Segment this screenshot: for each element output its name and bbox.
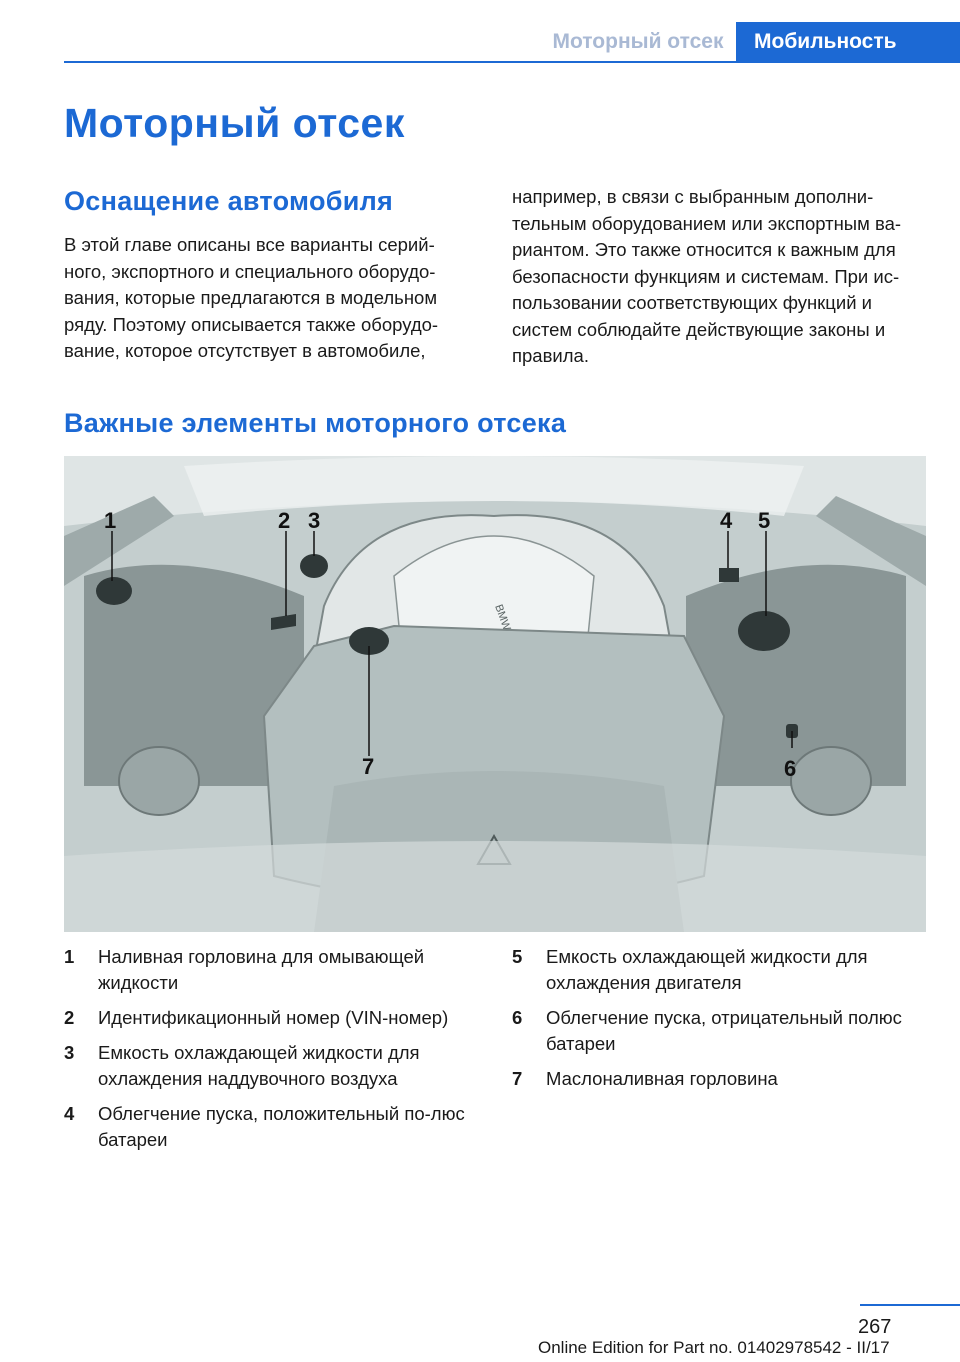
legend-item [512,1005,932,1057]
callout-5: 5 [758,508,771,533]
page-number: 267 [858,1316,892,1338]
legend-text: Облегчение пуска, отрицательный полюс батареи [546,1007,902,1054]
header-tab-chapter: Мобильность [736,22,960,63]
legend-left [64,944,484,1162]
equipment-text-left: В этой главе описаны все варианты серий-ного, экспортного и специального оборудо-вания, которые предлагаются в модельном ряду. Поэтому описывается также оборудо-вание, которое отсутствует в автомобиле, [64,234,439,361]
legend-text: Идентификационный номер (VIN-номер) [98,1007,449,1028]
equipment-text-right: например, в связи с выбранным дополни-тельным оборудованием или экспортным ва-риантом. Это также относится к важным для безопасности функциям и системам. При ис-пользовании соответствующих функций и систем соблюдайте действующие законы и правила. [512,186,902,366]
callout-6: 6 [784,756,797,781]
legend-item [512,1066,932,1092]
header-tab-section: Моторный отсек [552,30,724,53]
legend-item [64,944,484,996]
legend-num: 5 [512,946,523,967]
legend-text: Облегчение пуска, положительный по-люс батареи [98,1103,465,1150]
legend-right [512,944,932,1101]
edition-note: Online Edition for Part no. 01402978542 - II/17 [538,1338,890,1357]
legend-item [512,944,932,996]
legend-num: 7 [512,1068,523,1089]
header-rule [64,61,960,63]
legend-text: Емкость охлаждающей жидкости для охлаждения двигателя [546,946,868,993]
legend-num: 1 [64,946,75,967]
callout-1: 1 [104,508,117,533]
page-title: Моторный отсек [64,100,405,146]
engine-compartment-figure [64,456,926,932]
callout-4: 4 [720,508,733,533]
legend-item [64,1040,484,1092]
equipment-heading: Оснащение автомобиля [64,186,394,216]
callout-7: 7 [362,754,375,779]
legend-text: Маслоналивная горловина [546,1068,778,1089]
engine-section-heading: Важные элементы моторного отсека [64,408,567,438]
legend-item [64,1005,484,1031]
legend-text: Емкость охлаждающей жидкости для охлаждения наддувочного воздуха [98,1042,420,1089]
legend-num: 4 [64,1103,75,1124]
legend-item [64,1101,484,1153]
legend-num: 2 [64,1007,75,1028]
legend-num: 3 [64,1042,75,1063]
footer-rule [860,1304,960,1306]
callout-2: 2 [278,508,291,533]
callout-3: 3 [308,508,321,533]
legend-num: 6 [512,1007,523,1028]
legend-text: Наливная горловина для омывающей жидкости [98,946,425,993]
